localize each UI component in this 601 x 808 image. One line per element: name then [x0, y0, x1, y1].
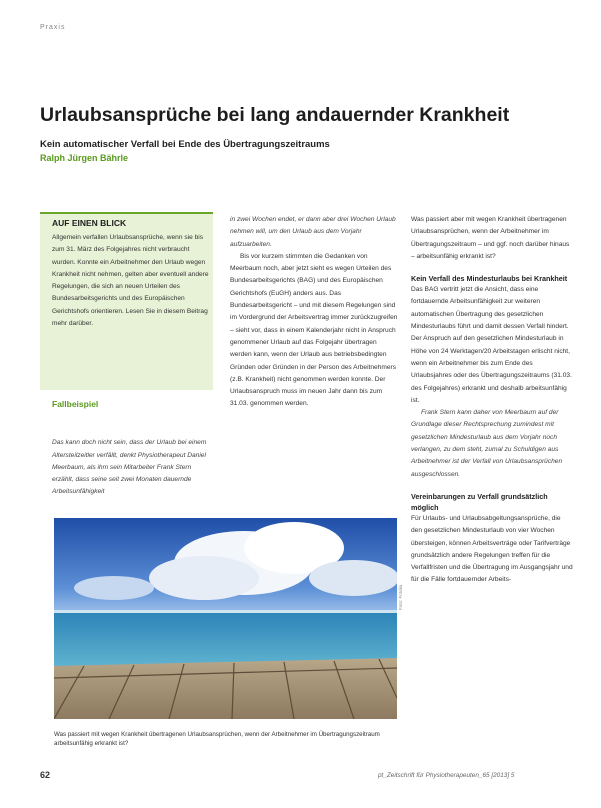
- column-3-agreements-text: Für Urlaubs- und Urlaubsabgeltungsansprüche, die den gesetzlichen Mindesturlaub von vier Wochen übersteigen, können Arbeitsverträge oder Tarifverträge grundsätzlich andere Regelungen treffen für die Verfallfristen und die Übertragung im Ausgangsjahr und für die Fälle fortdauernder Arbeits-: [411, 514, 573, 584]
- article-title: Urlaubsansprüche bei lang andauernder Krankheit: [40, 104, 510, 126]
- column-2: [230, 214, 398, 411]
- summary-box-heading: AUF EINEN BLICK: [52, 218, 127, 228]
- article-author: Ralph Jürgen Bährle: [40, 153, 129, 163]
- column-2-intro: in zwei Wochen endet, er dann aber drei Wochen Urlaub nehmen will, um den Urlaub aus dem Vorjahr aufzuarbeiten.: [230, 216, 396, 248]
- page-number: 62: [40, 770, 51, 780]
- photo-illustration: [54, 518, 397, 719]
- summary-box-rule: [40, 212, 213, 214]
- column-3-case-note: Frank Stern kann daher von Meerbaum auf der Grundlage dieser Rechtsprechung zumindest mit gesetzlichen Mindesturlaub aus dem Vorjahr noch verlangen, zu dem steht, zumal zu Schuldigen aus Arbeitnehmer ist der Verfall von Urlaubsansprüchen ausgeschlossen.: [411, 409, 563, 478]
- heading-no-expiry: Kein Verfall des Mindesturlaubs bei Krankheit: [411, 274, 568, 284]
- column-2-body: Bis vor kurzem stimmten die Gedanken von Meerbaum noch, aber jetzt sieht es wegen Urteilen des Bundesarbeitsgerichts (BAG) und des Europäischen Gerichtshofs (EuGH) anders aus. Das Bundesarbeitsgericht – und mit diesem Regelungen sind im Vordergrund der Arbeitsvertrag immer zurückzugreifen – sieht vor, dass in einem Kalenderjahr nicht in Anspruch genommener Urlaub auf das Folgejahr übertragen werden kann, wenn der Urlaub aus betriebsbedingten Gründen oder Gründen in der Person des Arbeitnehmers (z.B. Krankheit) nicht genommen werden konnte. Der Urlaubsanspruch muss im neuen Jahr dann bis zum 31.03. genommen werden.: [230, 252, 398, 408]
- summary-box-text: Allgemein verfallen Urlaubsansprüche, wenn sie bis zum 31. März des Folgejahres nicht verbraucht wurden. Konnte ein Arbeitnehmer den Urlaub wegen Krankheit nicht nehmen, gelten aber eventuell andere Regelungen, die sich an neuen Urteilen des Bundesarbeitsgerichts und des Europäischen Gerichtshofs orientieren. Lesen Sie in diesem Beitrag mehr darüber.: [52, 234, 209, 328]
- case-example-heading: Fallbeispiel: [52, 399, 99, 409]
- case-example-text: Das kann doch nicht sein, dass der Urlaub bei einem Altersteilzeitler verfällt, denkt Physiotherapeut Daniel Meerbaum, als ihm sein Mitarbeiter Frank Stern erzählt, dass seine seit zwei Monaten dauernde Arbeitsunfähigkeit: [52, 439, 207, 496]
- case-example: [52, 398, 213, 499]
- photo-caption: Was passiert mit wegen Krankheit übertragenen Urlaubsansprüchen, wenn der Arbeitnehmer im Übertragungszeitraum arbeitsunfähig erkrankt ist?: [54, 731, 380, 747]
- photo-credit: Foto: Fotolia: [398, 584, 403, 610]
- section-kicker: Praxis: [40, 24, 66, 31]
- journal-footer: pt_Zeitschrift für Physiotherapeuten_65 [2013] 5: [378, 772, 515, 779]
- summary-box: [40, 212, 213, 390]
- sea-pier-photo: [54, 518, 397, 719]
- column-3: [411, 214, 573, 587]
- column-3-body: Das BAG vertritt jetzt die Ansicht, dass eine fortdauernde Arbeitsunfähigkeit zur weiteren automatischen Übertragung des gesetzlichen Mindesturlaubs führt und damit dessen Verfall hindert. Der Anspruch auf den gesetzlichen Mindesturlaub in Höhe von 24 Werktagen/20 Arbeitstagen erlischt nicht, wenn ein Arbeitnehmer bis zum Ende des Urlaubsjahres oder des Übertragungszeitraums (31.03. des Folgejahres) erkrankt und deshalb arbeitsunfähig ist.: [411, 286, 572, 404]
- heading-agreements: Vereinbarungen zu Verfall grundsätzlich möglich: [411, 491, 548, 512]
- column-3-intro: Was passiert aber mit wegen Krankheit übertragenen Urlaubsansprüchen, wenn der Arbeitnehmer im Übertragungszeitraum – und ggf. noch darüber hinaus – arbeitsunfähig erkrankt ist?: [411, 216, 570, 260]
- article-subtitle: Kein automatischer Verfall bei Ende des Übertragungszeitraums: [40, 139, 330, 150]
